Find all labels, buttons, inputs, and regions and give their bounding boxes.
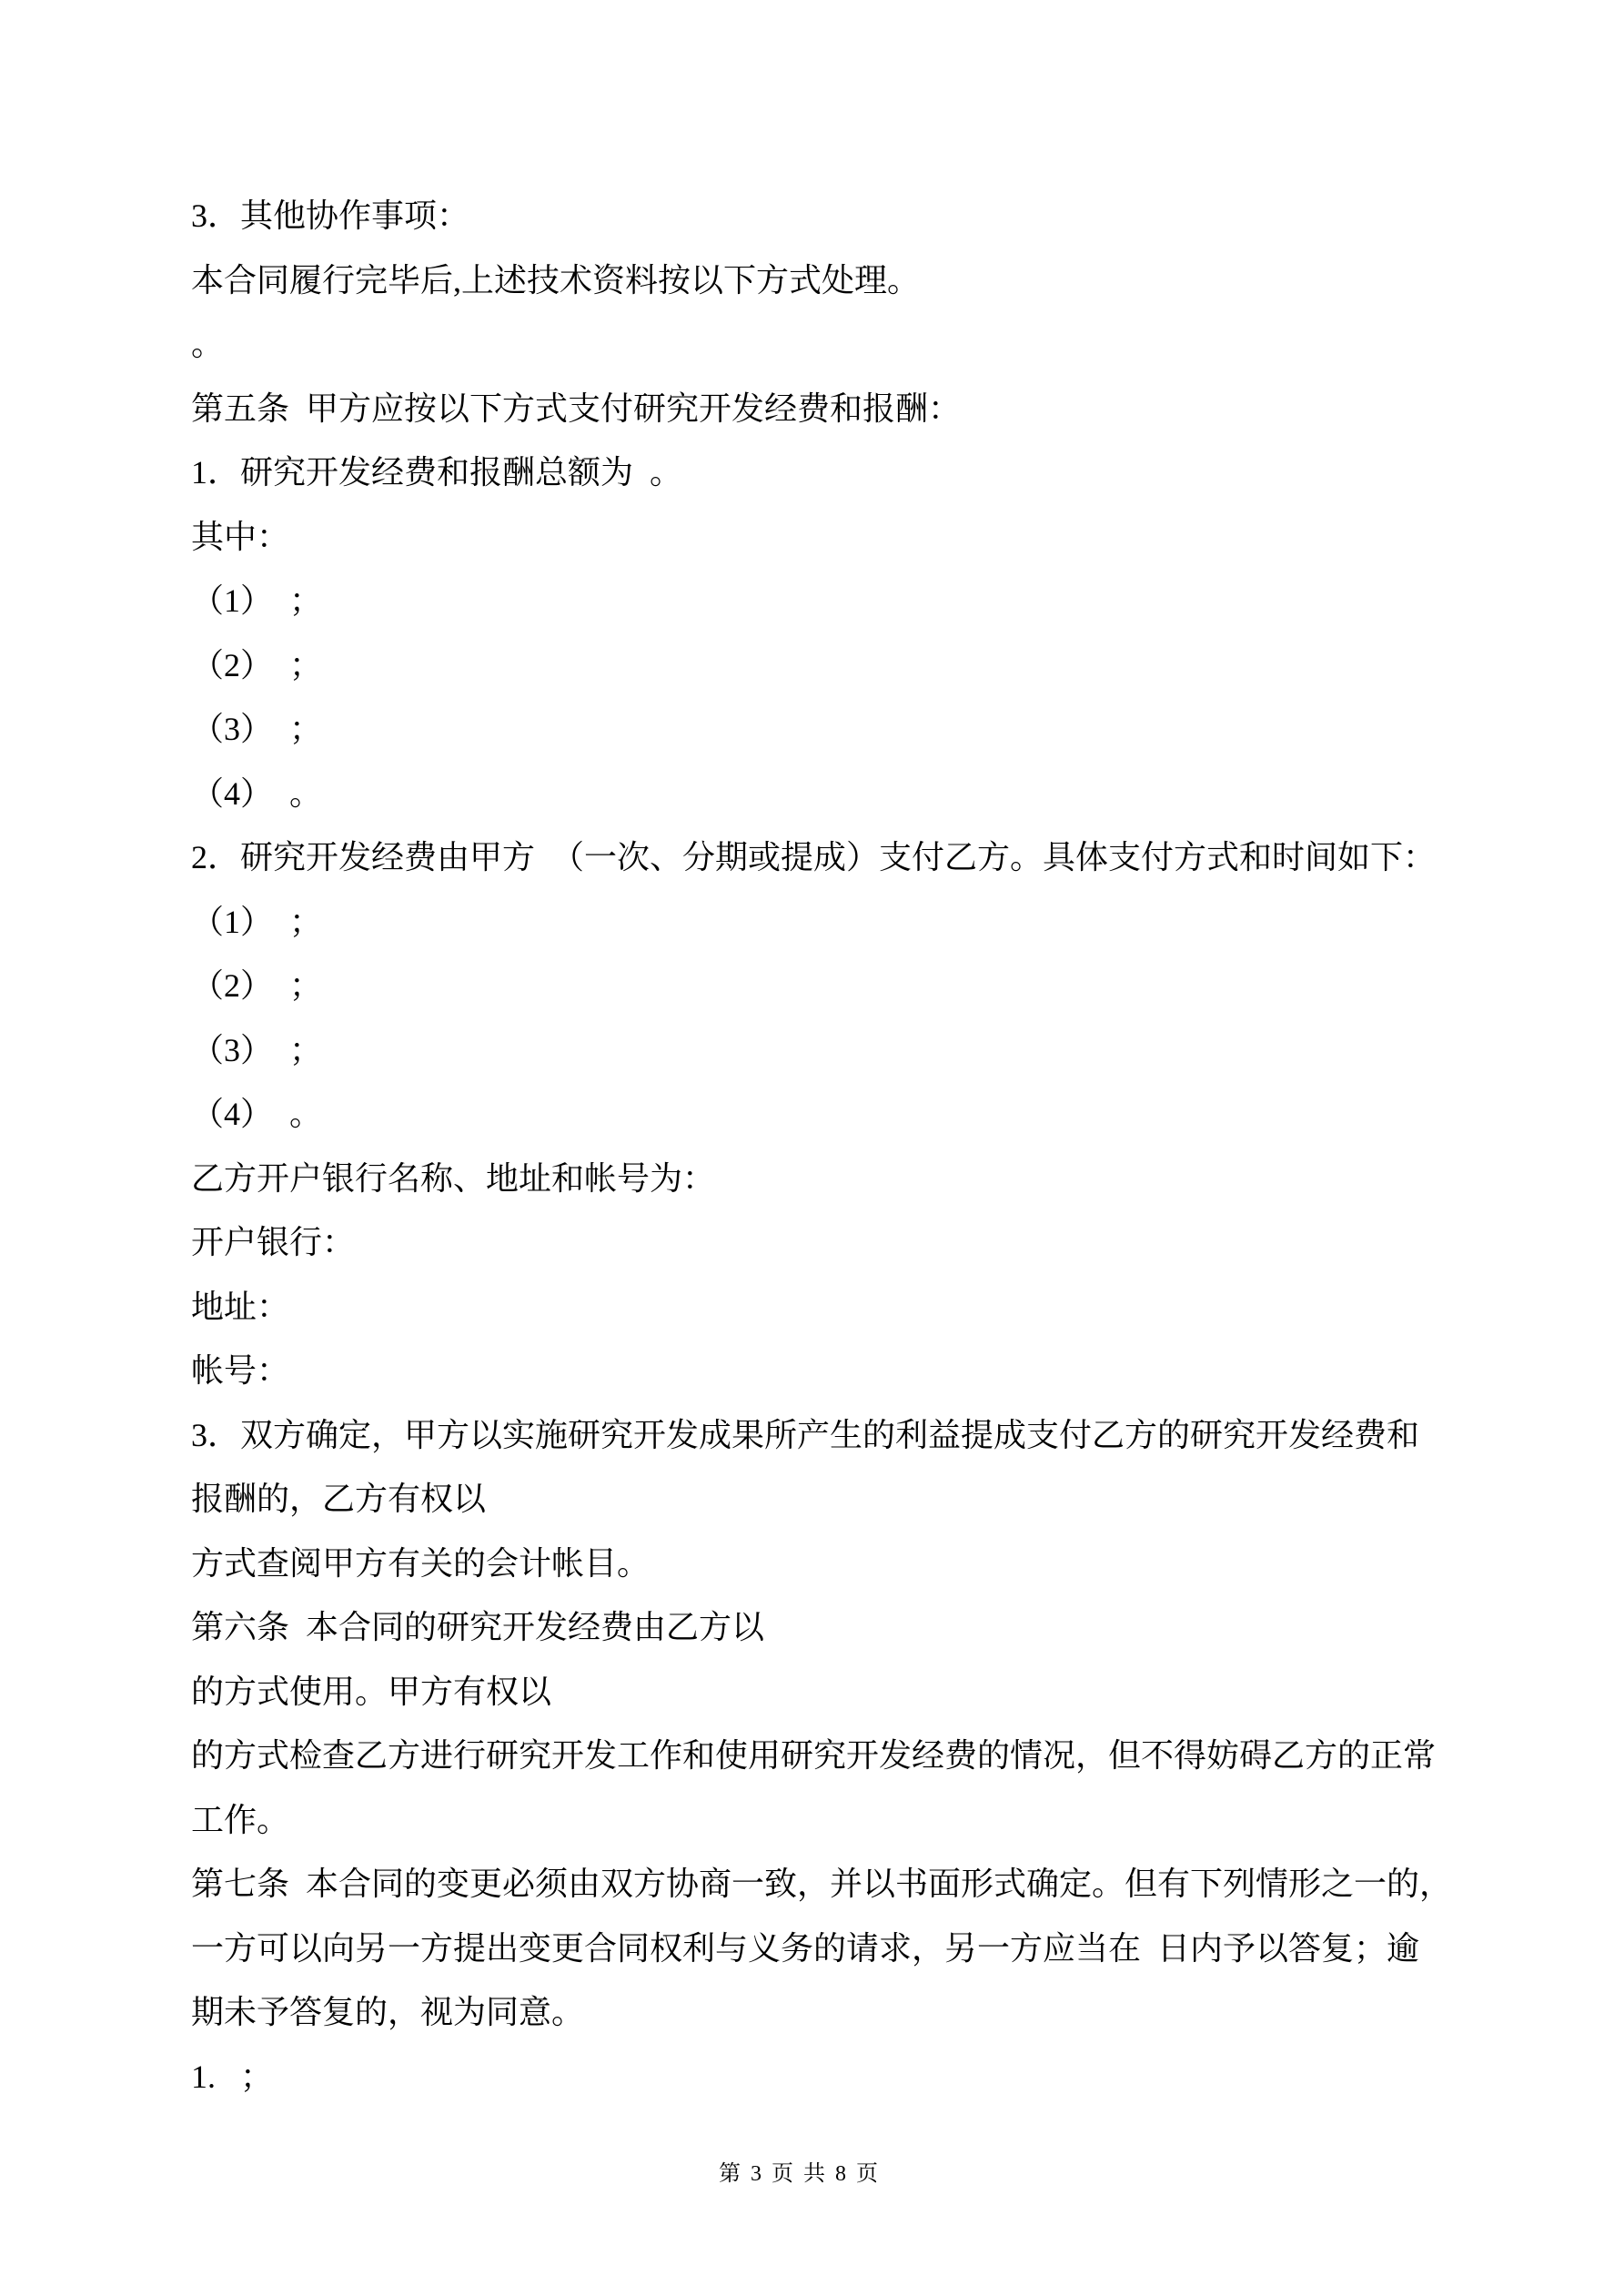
- text-line: （4） 。: [191, 774, 323, 812]
- page-footer: [0, 2128, 1557, 2220]
- text-line: 开户银行：: [191, 1224, 356, 1260]
- text-line: （3） ；: [191, 1031, 323, 1068]
- text-line: （1） ；: [191, 903, 323, 940]
- text-line: （3） ；: [191, 711, 323, 747]
- text-line: 期未予答复的，视为同意。: [191, 1994, 585, 2030]
- text-line: 1. ；: [191, 2058, 274, 2095]
- text-line: 报酬的，乙方有权以: [191, 1481, 487, 1517]
- page-number-text: 第 3 页 共 8 页: [719, 2162, 878, 2186]
- text-line: 第七条 本合同的变更必须由双方协商一致，并以书面形式确定。但有下列情形之一的，: [191, 1866, 1453, 1902]
- text-line: 其中：: [191, 518, 290, 555]
- text-line: 的方式使用。甲方有权以: [191, 1673, 552, 1710]
- text-line: 第六条 本合同的研究开发经费由乙方以: [191, 1609, 765, 1645]
- text-line: 方式查阅甲方有关的会计帐目。: [191, 1544, 651, 1582]
- text-line: 第五条 甲方应按以下方式支付研究开发经费和报酬：: [191, 389, 962, 427]
- text-line: 地址：: [191, 1288, 290, 1325]
- text-line: 一方可以向另一方提出变更合同权利与义务的请求，另一方应当在 日内予以答复；逾: [191, 1929, 1420, 1967]
- text-line: 帐号：: [191, 1352, 290, 1389]
- text-line: 的方式检查乙方进行研究开发工作和使用研究开发经费的情况，但不得妨碍乙方的正常: [191, 1737, 1437, 1774]
- text-line: 。: [191, 326, 225, 362]
- text-line: 工作。: [191, 1801, 290, 1838]
- text-line: 1．研究开发经费和报酬总额为 。: [191, 454, 683, 491]
- text-line: （4） 。: [191, 1096, 323, 1132]
- text-line: （2） ；: [191, 646, 323, 683]
- contract-body: [191, 184, 1515, 2109]
- text-line: 2．研究开发经费由甲方 （一次、分期或提成）支付乙方。具体支付方式和时间如下：: [191, 839, 1437, 875]
- text-line: 本合同履行完毕后,上述技术资料按以下方式处理。: [191, 261, 921, 298]
- text-line: 3．其他协作事项：: [191, 197, 470, 234]
- text-line: 乙方开户银行名称、地址和帐号为：: [191, 1159, 716, 1197]
- text-line: 3．双方确定，甲方以实施研究开发成果所产生的利益提成支付乙方的研究开发经费和: [191, 1416, 1420, 1453]
- text-line: （2） ；: [191, 967, 323, 1004]
- text-line: （1） ；: [191, 582, 323, 619]
